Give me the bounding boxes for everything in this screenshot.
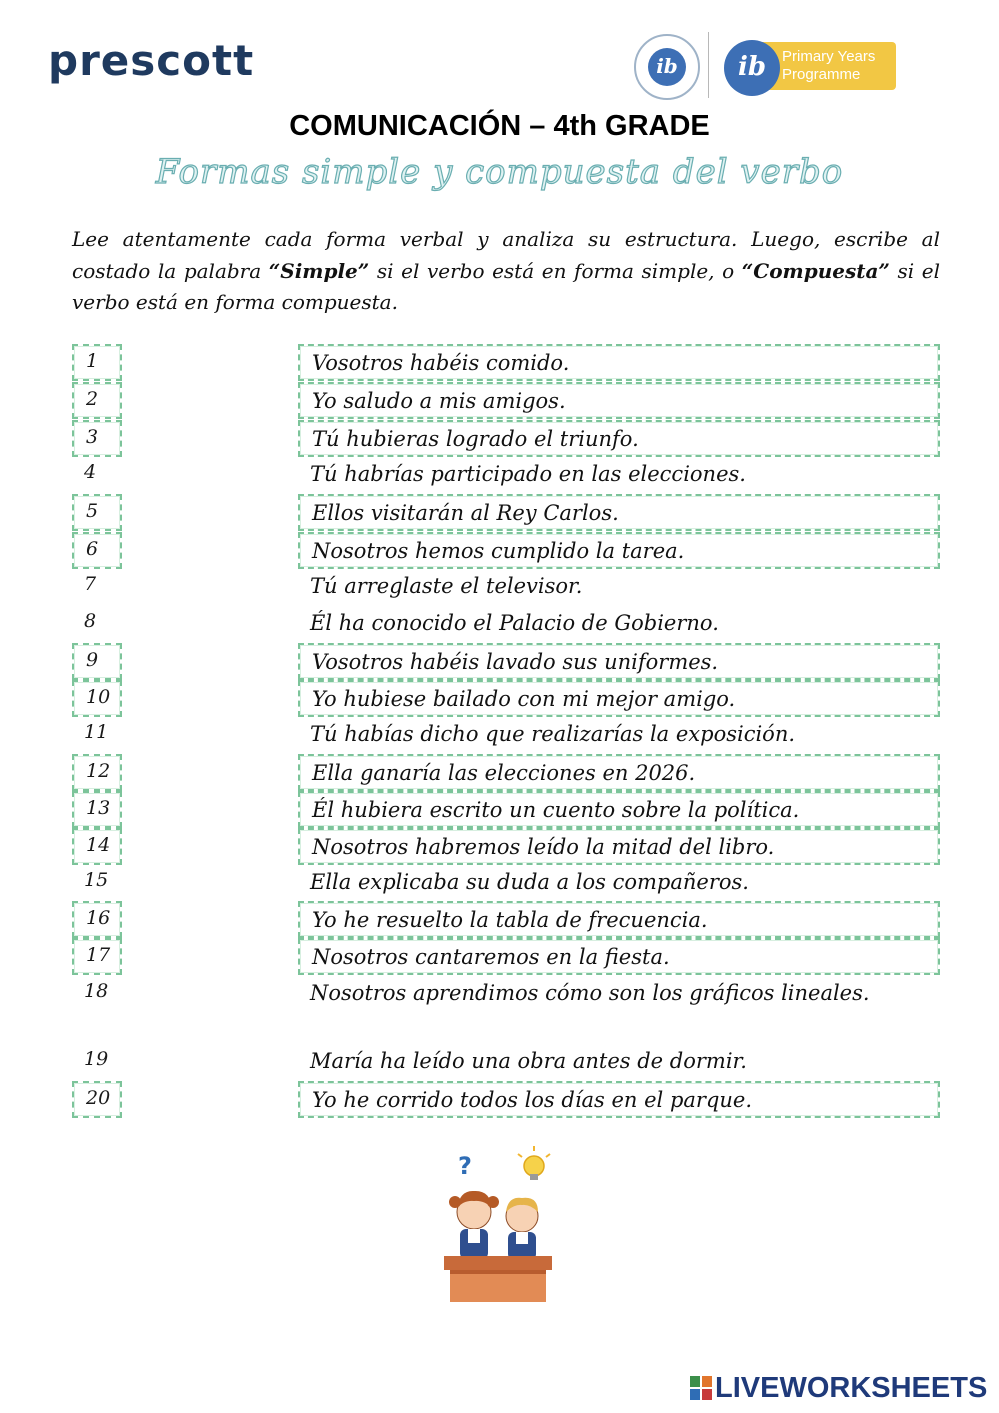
logo-divider bbox=[708, 32, 709, 98]
answer-box[interactable]: Nosotros aprendimos cómo son los gráficos lineales. bbox=[310, 981, 870, 1005]
exercise-row bbox=[72, 791, 940, 828]
lightbulb-icon bbox=[518, 1146, 550, 1180]
item-number: 3 bbox=[72, 420, 122, 457]
answer-box[interactable]: Tú habrías participado en las elecciones. bbox=[310, 462, 746, 486]
answer-box[interactable]: Tú hubieras logrado el triunfo. bbox=[298, 420, 940, 457]
ib-seal-icon: ib bbox=[634, 34, 700, 100]
answer-box[interactable]: Yo hubiese bailado con mi mejor amigo. bbox=[298, 680, 940, 717]
pyp-banner: Primary Years Programme bbox=[760, 42, 896, 90]
answer-box[interactable]: Yo he resuelto la tabla de frecuencia. bbox=[298, 901, 940, 938]
girl-figure bbox=[449, 1191, 499, 1259]
answer-box[interactable]: Tú habías dicho que realizarías la exposición. bbox=[310, 722, 796, 746]
page-title: COMUNICACIÓN – 4th GRADE bbox=[289, 110, 710, 142]
exercise-row bbox=[72, 865, 940, 902]
answer-box[interactable]: Vosotros habéis comido. bbox=[298, 344, 940, 381]
word-compuesta: “Compuesta” bbox=[741, 258, 890, 283]
exercise-row bbox=[72, 532, 940, 569]
item-number: 1 bbox=[72, 344, 122, 381]
answer-box[interactable]: Él hubiera escrito un cuento sobre la política. bbox=[298, 791, 940, 828]
answer-box[interactable]: Nosotros cantaremos en la fiesta. bbox=[298, 938, 940, 975]
item-number: 11 bbox=[84, 721, 109, 743]
exercise-row bbox=[72, 1081, 940, 1118]
exercise-row bbox=[72, 754, 940, 791]
exercise-row bbox=[72, 569, 940, 606]
answer-box[interactable]: Nosotros habremos leído la mitad del libro. bbox=[298, 828, 940, 865]
question-mark-icon: ? bbox=[458, 1152, 472, 1180]
item-number: 13 bbox=[72, 791, 122, 828]
answer-box[interactable]: Nosotros hemos cumplido la tarea. bbox=[298, 532, 940, 569]
item-number: 4 bbox=[84, 461, 97, 483]
item-number: 8 bbox=[84, 610, 97, 632]
item-number: 15 bbox=[84, 869, 109, 891]
exercise-row bbox=[72, 382, 940, 419]
item-number: 12 bbox=[72, 754, 122, 791]
exercise-row bbox=[72, 976, 940, 1042]
item-number: 14 bbox=[72, 828, 122, 865]
answer-box[interactable]: Ella ganaría las elecciones en 2026. bbox=[298, 754, 940, 791]
boy-figure bbox=[506, 1198, 538, 1260]
kids-thinking-illustration bbox=[438, 1144, 558, 1309]
item-number: 16 bbox=[72, 901, 122, 938]
instructions: Lee atentamente cada forma verbal y analiza su estructura. Luego, escribe al costado la palabra “Simple” si el verbo está en forma simple, o “Compuesta” si el verbo está en forma compuesta. bbox=[72, 227, 940, 314]
answer-box[interactable]: Él ha conocido el Palacio de Gobierno. bbox=[310, 611, 719, 635]
answer-box[interactable]: Yo he corrido todos los días en el parque. bbox=[298, 1081, 940, 1118]
exercise-row bbox=[72, 901, 940, 938]
exercise-row bbox=[72, 643, 940, 680]
word-simple: “Simple” bbox=[268, 258, 370, 283]
item-number: 6 bbox=[72, 532, 122, 569]
desk bbox=[444, 1256, 552, 1302]
exercise-row bbox=[72, 606, 940, 643]
answer-box[interactable]: Tú arreglaste el televisor. bbox=[310, 574, 583, 598]
item-number: 20 bbox=[72, 1081, 122, 1118]
ib-pyp-icon: ib bbox=[724, 40, 780, 96]
ib-logos bbox=[632, 30, 902, 100]
item-number: 17 bbox=[72, 938, 122, 975]
prescott-logo: prescott bbox=[48, 36, 255, 85]
exercise-row bbox=[72, 344, 940, 381]
answer-box[interactable]: María ha leído una obra antes de dormir. bbox=[310, 1049, 747, 1073]
exercise-row bbox=[72, 494, 940, 531]
item-number: 2 bbox=[72, 382, 122, 419]
answer-box[interactable]: Yo saludo a mis amigos. bbox=[298, 382, 940, 419]
item-number: 19 bbox=[84, 1048, 109, 1070]
exercise-row bbox=[72, 828, 940, 865]
exercise-row bbox=[72, 680, 940, 717]
exercise-row bbox=[72, 938, 940, 975]
item-number: 5 bbox=[72, 494, 122, 531]
answer-box[interactable]: Vosotros habéis lavado sus uniformes. bbox=[298, 643, 940, 680]
answer-box[interactable]: Ellos visitarán al Rey Carlos. bbox=[298, 494, 940, 531]
exercise-row bbox=[72, 1044, 940, 1081]
item-number: 7 bbox=[84, 573, 97, 595]
liveworksheets-logo: LIVEWORKSHEETS bbox=[690, 1372, 990, 1406]
answer-box[interactable]: Ella explicaba su duda a los compañeros. bbox=[310, 870, 749, 894]
item-number: 18 bbox=[84, 980, 109, 1002]
item-number: 9 bbox=[72, 643, 122, 680]
liveworksheets-icon bbox=[690, 1376, 712, 1400]
page-subtitle: Formas simple y compuesta del verbo bbox=[155, 152, 844, 192]
exercise-row bbox=[72, 717, 940, 754]
exercise-row bbox=[72, 420, 940, 457]
item-number: 10 bbox=[72, 680, 122, 717]
exercise-row bbox=[72, 457, 940, 494]
